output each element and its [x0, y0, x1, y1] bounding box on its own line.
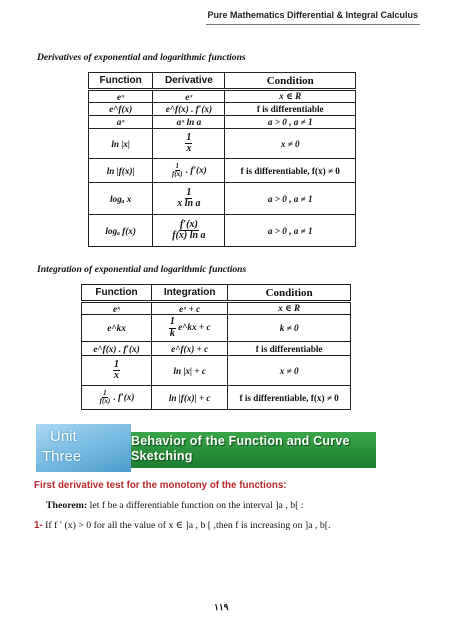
header-rule — [206, 24, 420, 25]
integration-cell — [152, 315, 228, 342]
condition-cell: a > 0 , a ≠ 1 — [225, 215, 356, 247]
derivative-cell — [153, 159, 225, 183]
fraction — [169, 317, 176, 339]
derivative-cell: aˣ ln a — [153, 116, 225, 129]
integration-cell: e^f(x) + c — [152, 342, 228, 356]
condition-cell: k ≠ 0 — [228, 315, 351, 342]
integration-cell: ln |x| + c — [152, 356, 228, 386]
function-cell: e^f(x) . f′(x) — [82, 342, 152, 356]
fraction — [185, 133, 192, 155]
function-tail: . f′(x) — [113, 391, 135, 402]
fraction — [171, 220, 206, 242]
table-row — [89, 116, 356, 129]
condition-cell: x ∈ R — [228, 302, 351, 315]
section1-title: Derivatives of exponential and logarithmic functions — [37, 52, 246, 63]
condition-cell: a > 0 , a ≠ 1 — [225, 183, 356, 215]
col-condition-header: Condition — [225, 73, 356, 90]
unit-badge — [36, 424, 131, 472]
table-row — [82, 356, 351, 386]
function-cell — [82, 386, 152, 410]
denominator: f(x) — [99, 397, 111, 405]
fraction — [176, 188, 201, 210]
integration-cell: ln |f(x)| + c — [152, 386, 228, 410]
integration-table — [81, 284, 351, 410]
unit-title — [131, 434, 376, 464]
condition-cell: x ≠ 0 — [228, 356, 351, 386]
table-row — [89, 159, 356, 183]
unit-banner — [36, 424, 376, 472]
numerator: 1 — [169, 316, 175, 327]
table-row — [82, 342, 351, 356]
function-cell: e^f(x) — [89, 103, 153, 116]
function-cell: logₐ f(x) — [89, 215, 153, 247]
col-condition-header: Condition — [228, 285, 351, 302]
condition-cell: f is differentiable — [225, 103, 356, 116]
function-cell: logₐ x — [89, 183, 153, 215]
derivative-tail: . f′(x) — [185, 164, 207, 175]
derivative-cell — [153, 215, 225, 247]
col-function-header: Function — [89, 73, 153, 90]
denominator: k — [169, 327, 175, 339]
condition-cell: x ∈ R — [225, 90, 356, 103]
denominator: x — [186, 143, 192, 154]
numerator: 1 — [175, 161, 179, 170]
page-header — [0, 0, 452, 30]
fraction — [113, 360, 120, 382]
table-row — [89, 90, 356, 103]
table-row — [82, 302, 351, 315]
theorem-text: let f be a differentiable function on the interval ]a , b[ : — [89, 500, 304, 511]
table-row — [82, 386, 351, 410]
function-cell: e^kx — [82, 315, 152, 342]
table-row — [89, 103, 356, 116]
col-function-header: Function — [82, 285, 152, 302]
function-cell: eˣ — [89, 90, 153, 103]
derivatives-table — [88, 72, 356, 247]
header-title: Pure Mathematics Differential & Integral Calculus — [207, 10, 418, 20]
table-row — [89, 215, 356, 247]
denominator: x ln a — [177, 198, 201, 209]
unit-number: Three — [42, 448, 82, 465]
denominator: f(x) ln a — [172, 230, 206, 241]
col-derivative-header: Derivative — [153, 73, 225, 90]
function-cell — [82, 356, 152, 386]
numerator: 1 — [186, 131, 192, 143]
item-text: If f ′ (x) > 0 for all the value of x ∈ ]a , b [ ,then f is increasing on ]a , b[. — [45, 520, 331, 531]
denominator: x — [114, 370, 120, 381]
table-row — [82, 315, 351, 342]
table-row — [89, 129, 356, 159]
numerator: 1 — [114, 358, 120, 370]
unit-title-line2: Sketching — [131, 449, 193, 463]
function-cell: aˣ — [89, 116, 153, 129]
condition-cell: x ≠ 0 — [225, 129, 356, 159]
unit-label: Unit — [50, 428, 77, 445]
section-heading: First derivative test for the monotony of the functions: — [34, 480, 287, 491]
derivative-cell: e^f(x) . f′(x) — [153, 103, 225, 116]
condition-cell: a > 0 , a ≠ 1 — [225, 116, 356, 129]
integration-cell: eˣ + c — [152, 302, 228, 315]
function-cell: eˣ — [82, 302, 152, 315]
denominator: f(x) — [172, 170, 183, 178]
numerator: f′(x) — [179, 218, 198, 230]
derivative-cell: eˣ — [153, 90, 225, 103]
fraction — [171, 163, 184, 179]
table-row — [89, 183, 356, 215]
condition-cell: f is differentiable, f(x) ≠ 0 — [225, 159, 356, 183]
section2-title: Integration of exponential and logarithmic functions — [37, 264, 247, 275]
function-cell: ln |f(x)| — [89, 159, 153, 183]
numerator: 1 — [103, 388, 107, 397]
integration-tail: e^kx + c — [178, 322, 211, 333]
item-number: 1- — [34, 520, 43, 531]
col-integration-header: Integration — [152, 285, 228, 302]
unit-title-box — [131, 432, 376, 468]
condition-cell: f is differentiable — [228, 342, 351, 356]
fraction — [99, 390, 112, 406]
derivative-cell — [153, 129, 225, 159]
page-number: ١١٩ — [214, 602, 229, 612]
list-item — [34, 520, 331, 531]
theorem-label: Theorem: — [46, 500, 88, 511]
unit-title-line1: Behavior of the Function and Curve — [131, 434, 350, 448]
numerator: 1 — [186, 186, 192, 198]
theorem — [46, 500, 304, 511]
condition-cell: f is differentiable, f(x) ≠ 0 — [228, 386, 351, 410]
derivative-cell — [153, 183, 225, 215]
function-cell: ln |x| — [89, 129, 153, 159]
